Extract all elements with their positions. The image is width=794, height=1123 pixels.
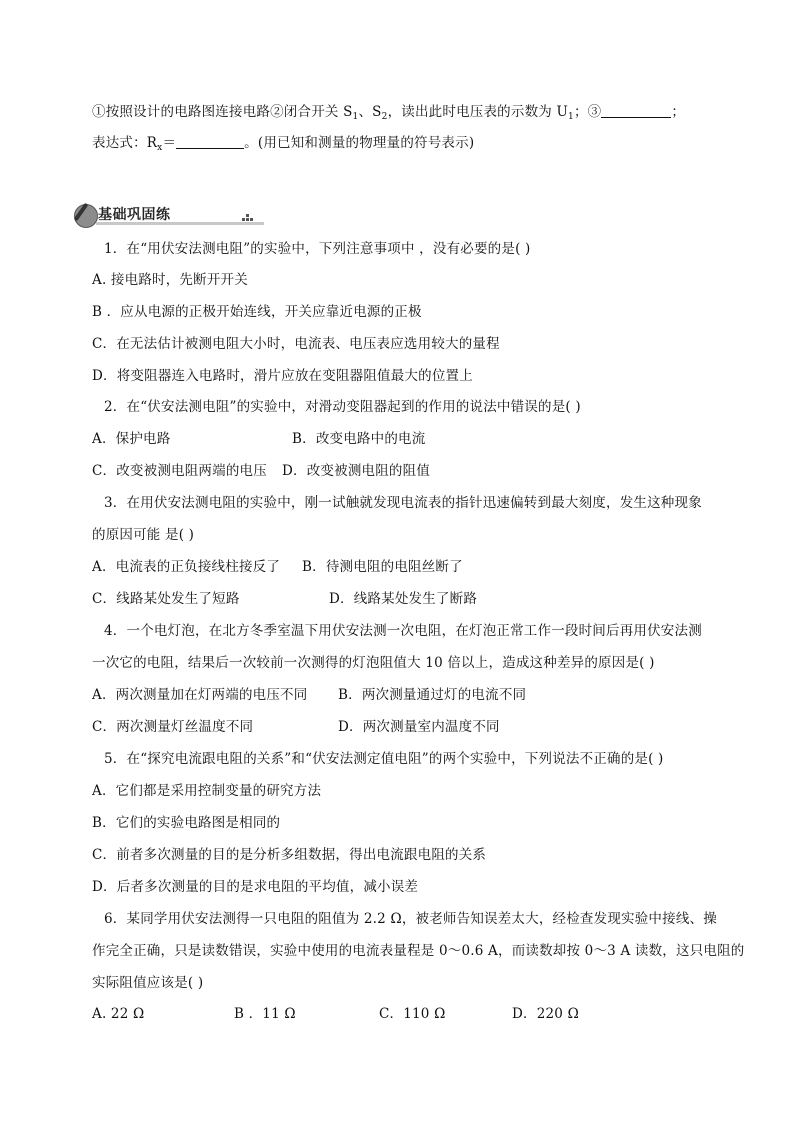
q5-option-a[interactable]: A．它们都是采用控制变量的研究方法 [92,783,322,799]
step-text: ①按照设计的电路图连接电路②闭合开关 S [92,104,353,120]
step-text-mid: 、S [358,104,382,120]
q4-option-c[interactable]: C．两次测量灯丝温度不同 [92,719,254,735]
step-text-end: ； [671,104,686,120]
q6-stem-line1: 6．某同学用伏安法测得一只电阻的阻值为 2.2 Ω，被老师告知误差太大，经检查发现实验中接线、操 [104,911,717,927]
subscript-1: 1 [352,112,359,122]
q3-stem-line2: 的原因可能 是( ) [92,527,195,543]
q4-stem-line1: 4．一个电灯泡，在北方冬季室温下用伏安法测一次电阻，在灯泡正常工作一段时间后再用伏安法测 [104,623,702,639]
subscript-x: x [157,143,163,153]
section-banner [70,200,200,228]
q6-stem-line2: 作完全正确，只是读数错误，实验中使用的电流表量程是 0～0.6 A，而读数却按 0～3 A 读数，这只电阻的 [92,943,745,959]
q4-option-a[interactable]: A．两次测量加在灯两端的电压不同 [92,687,308,703]
q3-option-a[interactable]: A．电流表的正负接线柱接反了 [92,559,281,575]
step-text-post2: ；③ [573,104,602,120]
q5-option-d[interactable]: D．后者多次测量的目的是求电阻的平均值，减小误差 [92,879,419,895]
section-title: 基础巩固练 [98,207,171,223]
q2-option-a[interactable]: A．保护电路 [92,431,171,447]
q6-option-b[interactable]: B ．11 Ω [234,1006,296,1022]
q6-option-c[interactable]: C．110 Ω [379,1006,446,1022]
q5-option-b[interactable]: B．它们的实验电路图是相同的 [92,815,281,831]
q3-option-c[interactable]: C．线路某处发生了短路 [92,591,240,607]
q5-option-c[interactable]: C．前者多次测量的目的是分析多组数据，得出电流跟电阻的关系 [92,847,487,863]
expr-label: 表达式：R [92,135,158,151]
intro-expression-line [92,134,474,152]
q2-row-cd [92,462,430,480]
q1-option-b[interactable]: B ．应从电源的正极开始连线，开关应靠近电源的正极 [92,304,422,320]
q4-option-b[interactable]: B．两次测量通过灯的电流不同 [338,687,527,703]
banner-dots-icon [242,214,252,222]
intro-steps-line [92,103,685,121]
q2-option-d[interactable]: D．改变被测电阻的阻值 [282,463,431,479]
q6-stem-line3: 实际阻值应该是( ) [92,975,204,991]
q3-row-cd [92,590,477,608]
q2-option-b[interactable]: B．改变电路中的电流 [292,431,426,447]
expr-equals: ＝ [162,135,177,151]
q2-option-c[interactable]: C．改变被测电阻两端的电压 [92,463,267,479]
step-text-post: ，读出此时电压表的示数为 U [387,104,569,120]
q2-row-ab [92,430,425,448]
q1-option-c[interactable]: C．在无法估计被测电阻大小时，电流表、电压表应选用较大的量程 [92,336,500,352]
q4-stem-line2: 一次它的电阻，结果后一次较前一次测得的灯泡阻值大 10 倍以上，造成这种差异的原因是( ) [92,655,655,671]
q6-row-options [92,1005,579,1023]
q3-row-ab [92,558,463,576]
subscript-2: 2 [381,112,388,122]
answer-blank-step3[interactable] [601,103,671,118]
q4-row-ab [92,686,526,704]
q6-option-a[interactable]: A. 22 Ω [92,1006,145,1022]
q1-stem: 1．在“用伏安法测电阻”的实验中，下列注意事项中 ，没有必要的是( ) [104,241,531,257]
q3-stem-line1: 3．在用伏安法测电阻的实验中，刚一试触就发现电流表的指针迅速偏转到最大刻度，发生这种现象 [104,495,702,511]
q2-stem: 2．在“伏安法测电阻”的实验中，对滑动变阻器起到的作用的说法中错误的是( ) [104,399,581,415]
q1-option-d[interactable]: D．将变阻器连入电路时，滑片应放在变阻器阻值最大的位置上 [92,368,473,384]
q3-option-d[interactable]: D．线路某处发生了断路 [329,591,478,607]
expr-note: 。(用已知和测量的物理量的符号表示) [244,135,475,151]
q1-option-a[interactable]: A. 接电路时，先断开开关 [92,272,248,288]
answer-blank-expression[interactable] [176,134,244,149]
q4-row-cd [92,718,500,736]
q6-option-d[interactable]: D．220 Ω [512,1006,579,1022]
q4-option-d[interactable]: D．两次测量室内温度不同 [338,719,500,735]
q5-stem: 5．在“探究电流跟电阻的关系”和“伏安法测定值电阻”的两个实验中，下列说法不正确的是( ) [104,751,664,767]
subscript-u1: 1 [568,112,574,122]
q3-option-b[interactable]: B．待测电阻的电阻丝断了 [302,559,463,575]
